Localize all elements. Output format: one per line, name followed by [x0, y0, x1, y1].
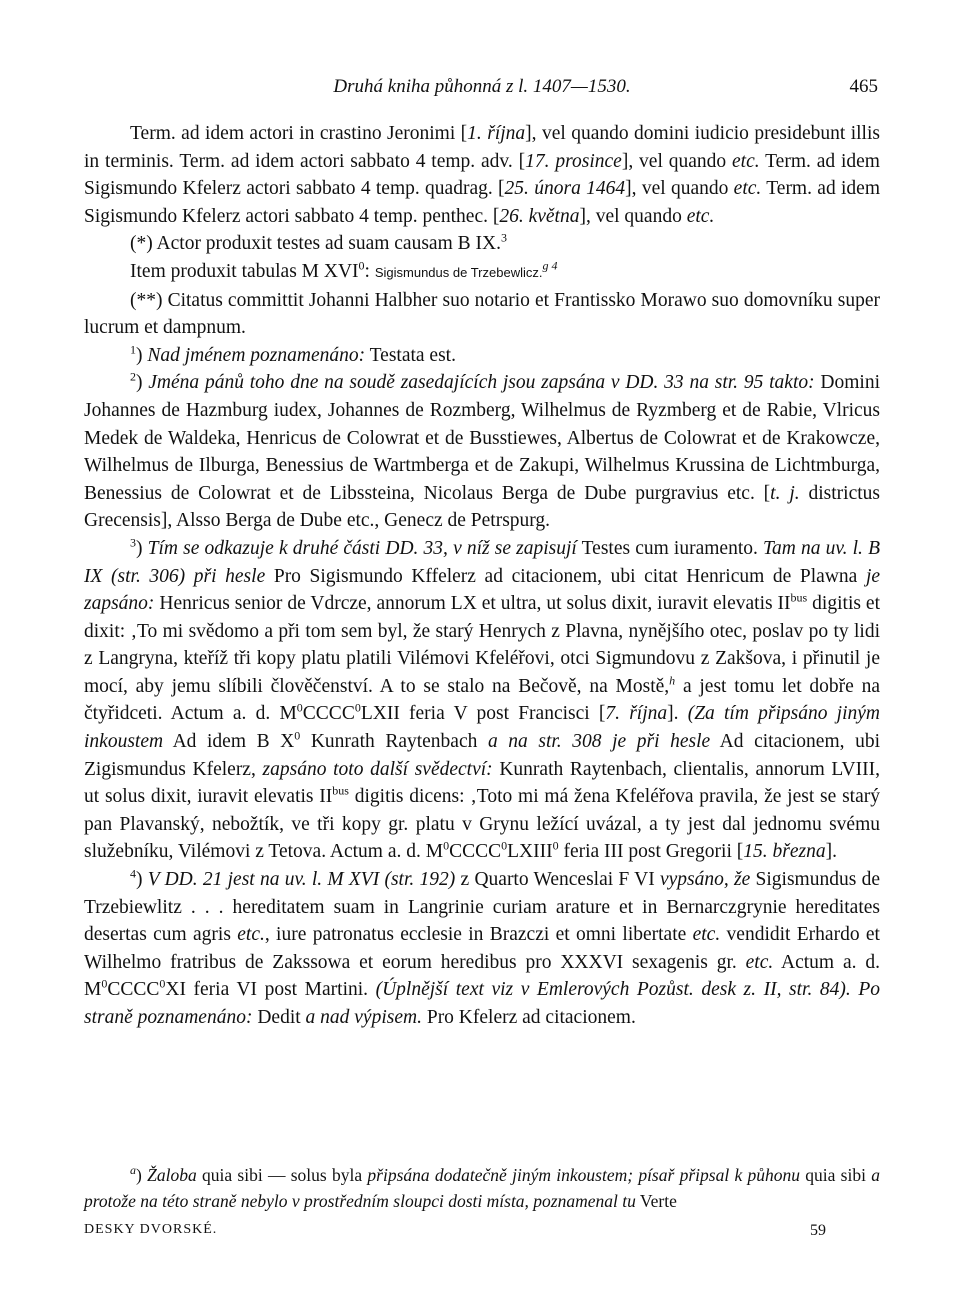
superscript: bus: [332, 783, 349, 798]
paragraph-terms: [84, 120, 880, 230]
text-run: etc.: [745, 951, 774, 973]
editor-note: Tam na uv. l. B IX (str. 306) při hesle: [84, 537, 880, 587]
editor-note: Žaloba: [147, 1165, 197, 1185]
text-run: ): [136, 344, 148, 366]
text-run: quia sibi: [800, 1165, 872, 1185]
text-run: ): [136, 1165, 148, 1185]
text-run: a jest tomu let dobře na čtyřidceti. Actum a. d. M: [84, 675, 880, 725]
text-run: :: [364, 260, 375, 282]
running-header: [84, 76, 880, 102]
paragraph-tabulas: [84, 258, 880, 287]
text-run: ], vel quando: [625, 178, 734, 200]
text-run: ): [136, 372, 149, 394]
text-run: etc.: [733, 178, 762, 200]
editor-note: V DD. 21 jest na uv. l. M XVI (str. 192): [147, 869, 456, 891]
text-run: LXII feria V post Francisci [: [360, 703, 606, 725]
text-run: CCCC: [449, 841, 502, 863]
text-run: (**) Citatus committit Johanni Halbher suo notario et Frantissko Morawo suo domovníku super lucrum et dampnum.: [84, 289, 880, 339]
text-run: vendidit Erhardo et Wilhelmo fratribus de Zakssowa et eorum heredibus pro XXXVI sexagenis gr.: [84, 924, 880, 973]
text-run: , iure patronatus ecclesie in Brazczi et omni libertate: [264, 924, 693, 946]
editor-note: a nad výpisem.: [305, 1007, 422, 1028]
text-run: Term. ad idem Sigismundo Kfelerz actori sabbato 4 temp. quadrag. [: [84, 150, 880, 200]
text-run: ): [136, 869, 148, 891]
text-run: districtus Grecensis], Alsso Berga de Dube etc., Genecz de Petrspurg.: [84, 482, 880, 532]
footnote-mark: 3: [130, 535, 136, 550]
footnote-2: [84, 369, 880, 535]
superscript: 0: [358, 258, 365, 273]
superscript: 0: [552, 838, 559, 853]
editor-note: a na str. 308 je při hesle: [487, 731, 711, 753]
paragraph-actor-testes: [84, 230, 880, 258]
text-run: digitis dicens: ‚Toto mi má žena Kfeléřova pravila, že jest se starý pan Plavanský, nebožtík, ve tři kopy gr. platu v Grynu ležící uvázal, a ty jest dal jednomu svému služebníku, Vilémovi z Tetova. Actum a. d. M: [84, 786, 880, 863]
superscript: 0: [294, 728, 301, 743]
editor-note: (Za tím připsáno jiným inkoustem: [84, 703, 880, 753]
editor-note: Tím se odkazuje k druhé části DD. 33, v níž se zapisují: [147, 537, 577, 559]
main-text: [84, 120, 880, 1032]
footnote-3: [84, 535, 880, 866]
superscript: bus: [790, 590, 808, 605]
text-run: Pro Kfelerz ad citacionem.: [421, 1007, 636, 1028]
footnote-mark: 2: [130, 369, 136, 384]
superscript: 0: [159, 976, 166, 991]
editor-note: Nad jménem poznamenáno:: [147, 344, 366, 366]
text-run: Item produxit tabulas M XVI: [130, 260, 359, 282]
superscript: 0: [443, 838, 450, 853]
text-run: ): [136, 537, 148, 559]
text-run: Ad citacionem, ubi Zigismundus Kfelerz,: [84, 731, 880, 780]
text-run: etc.: [237, 924, 265, 946]
text-run: XI feria VI post Martini.: [165, 979, 376, 1001]
text-run: quia sibi — solus byla: [196, 1165, 368, 1185]
footnote-ref: 3: [500, 230, 507, 245]
text-run: (*) Actor produxit testes ad suam causam B IX.: [130, 233, 501, 255]
small-text: Sigismundus de Trzebewlicz.: [374, 264, 543, 280]
text-run: ], vel quando: [579, 205, 687, 227]
text-run: ].: [825, 841, 837, 863]
date-note: 17. prosince: [525, 150, 622, 172]
superscript: 0: [501, 838, 508, 853]
text-run: Term. ad idem actori in crastino Jeronimi [: [130, 123, 468, 144]
text-run: Kunrath Raytenbach: [300, 731, 488, 753]
editor-note: Jména pánů toho dne na soudě zasedajících jsou zapsána v DD. 33 na str. 95 takto:: [148, 372, 815, 394]
text-run: CCCC: [302, 703, 355, 725]
editor-note: vypsáno, že: [660, 869, 751, 891]
text-run: Testes cum iuramento.: [576, 537, 763, 559]
printer-signature: DESKY DVORSKÉ.: [84, 1222, 218, 1237]
text-run: etc.: [686, 205, 715, 227]
text-run: z Quarto Wenceslai F VI: [455, 869, 660, 891]
date-note: 1. října: [467, 123, 526, 144]
text-run: ], vel quando: [621, 150, 732, 172]
text-run: feria III post Gregorii [: [558, 841, 744, 863]
text-run: Sigismundus de Trzebiewlitz . . . hereditatem suam in Langrinie curiam arature et in Bernarczgrynie hereditates desertas cum agris: [84, 869, 880, 946]
footnote-ref: g 4: [542, 258, 558, 273]
text-run: Testata est.: [365, 344, 456, 366]
sheet-number: 59: [810, 1222, 826, 1239]
text-run: CCCC: [107, 979, 160, 1001]
footnote-1: [84, 342, 880, 370]
editor-note: (Úplnější text viz v Emlerových Pozůst. desk z. II, str. 84). Po straně poznamenáno:: [84, 979, 880, 1028]
page-number: 465: [849, 76, 878, 97]
footnote-mark: 4: [130, 866, 136, 881]
date-note: 26. května: [499, 205, 580, 227]
superscript: 0: [296, 700, 303, 715]
footnote-mark: a: [130, 1163, 136, 1178]
text-run: etc.: [692, 924, 721, 946]
superscript: 0: [354, 700, 361, 715]
editor-note: je zapsáno:: [84, 565, 881, 615]
page-footer: [84, 1222, 880, 1246]
superscript: 0: [101, 976, 108, 991]
text-run: Term. ad idem Sigismundo Kfelerz actori sabbato 4 temp. penthec. [: [84, 178, 880, 227]
editor-note: připsána dodatečně jiným inkoustem; písař připsal k půhonu: [367, 1165, 800, 1185]
text-run: Henricus senior de Vdrcze, annorum LX et ultra, ut solus dixit, iuravit elevatis II: [154, 593, 791, 615]
footnote-4: [84, 866, 880, 1032]
text-run: digitis et dixit: ‚To mi svědomo a při tom sem byl, že starý Henrych z Plavna, nynějšího otec, poslav po ty lidi z Langryna, kteříž tři kopy platu platili Vilémovi Kfeléřovi, otci Sigmundovu z Zakšova, i přinutil je mocí, aby jemu slíbili člověčenství. A to se stalo na Bečově, na Mostě,: [84, 593, 880, 697]
text-run: Actum a. d. M: [84, 951, 881, 1001]
footnote-ref: h: [669, 673, 676, 688]
text-run: Domini Johannes de Hazmburg iudex, Johannes de Rozmberg, Wilhelmus de Ryzmberg et de Rabie, Vlricus Medek de Waldeka, Henricus de Colowrat et de Busstiewes, Albertus de Colowrat et de Krakowcze, Wilhelmus de Ilburga, Benessius de Wartmberga et de Zakupi, Wilhelmus Krussina de Lichtmburga, Benessius de Colowrat et de Libssteina, Nicolaus Berga de Dube purgravius etc. [: [84, 372, 880, 504]
date-note: 15. března: [743, 841, 826, 863]
text-run: Verte: [635, 1191, 677, 1211]
text-run: Ad idem B X: [163, 731, 295, 753]
editor-note: t. j.: [770, 482, 800, 504]
text-run: LXIII: [507, 841, 553, 863]
paragraph-citatus: [84, 287, 880, 342]
editor-note: zapsáno toto další svědectví:: [262, 758, 493, 780]
text-run: Dedit: [252, 1007, 306, 1028]
text-run: etc.: [732, 150, 760, 172]
running-title: Druhá kniha půhonná z l. 1407—1530.: [333, 76, 631, 97]
text-run: Pro Sigismundo Kffelerz ad citacionem, ubi citat Henricum de Plawna: [265, 565, 866, 587]
text-run: ], vel quando domini iudicio presidebunt illis in terminis. Term. ad idem actori sabbato 4 temp. adv. [: [84, 123, 880, 172]
date-note: 25. února 1464: [504, 178, 626, 200]
editor-note: a protože na této straně nebylo v prostředním sloupci dosti místa, poznamenal tu: [84, 1165, 880, 1211]
apparatus-footnote: [84, 1162, 880, 1214]
date-note: 7. října: [605, 703, 668, 725]
footnote-mark: 1: [130, 342, 136, 357]
footnote-a: [84, 1162, 880, 1214]
text-run: Kunrath Raytenbach, clientalis, annorum LVIII, ut solus dixit, iuravit elevatis II: [84, 758, 880, 808]
text-run: ].: [667, 703, 688, 725]
